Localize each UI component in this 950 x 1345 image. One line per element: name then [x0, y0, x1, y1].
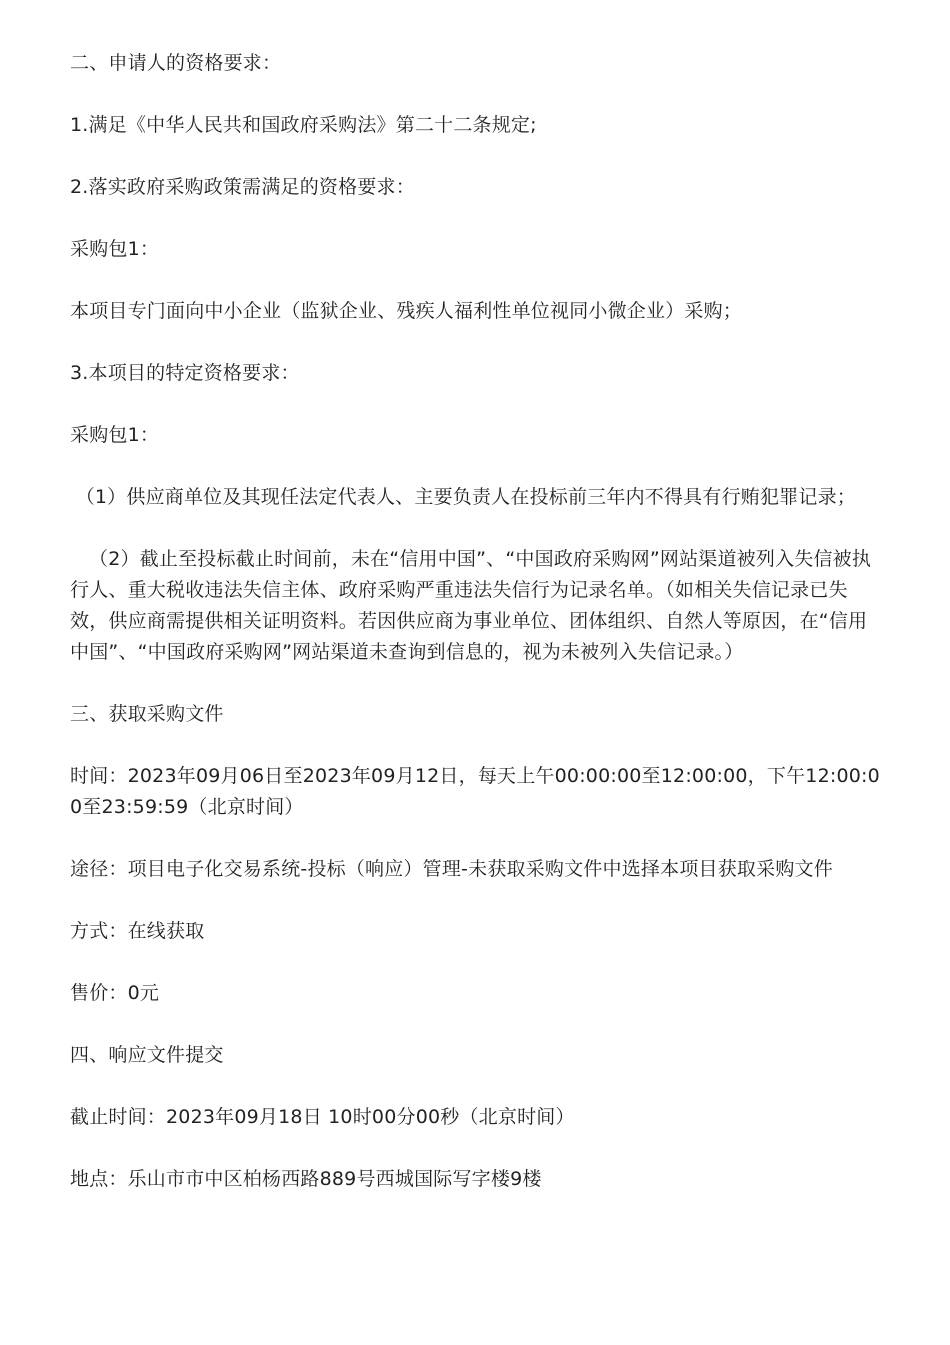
obtain-method: 方式：在线获取 [70, 920, 205, 942]
requirement-item-2: 2.落实政府采购政策需满足的资格要求： [70, 176, 415, 198]
section-heading-obtain-documents: 三、获取采购文件 [70, 703, 224, 725]
specific-requirement-1: （1）供应商单位及其现任法定代表人、主要负责人在投标前三年内不得具有行贿犯罪记录； [75, 486, 856, 508]
submission-deadline: 截止时间：2023年09月18日 10时00分00秒（北京时间） [70, 1106, 575, 1128]
package-label: 采购包1： [70, 238, 160, 260]
obtain-price: 售价：0元 [70, 982, 160, 1004]
sme-policy-text: 本项目专门面向中小企业（监狱企业、残疾人福利性单位视同小微企业）采购； [70, 300, 743, 322]
obtain-channel: 途径：项目电子化交易系统-投标（响应）管理-未获取采购文件中选择本项目获取采购文件 [70, 858, 833, 880]
section-heading-qualifications: 二、申请人的资格要求： [70, 52, 282, 74]
document-body [70, 48, 882, 1226]
specific-requirement-2: （2）截止至投标截止时间前，未在“信用中国”、“中国政府采购网”网站渠道被列入失信被执行人、重大税收违法失信主体、政府采购严重违法失信行为记录名单。（如相关失信记录已失效，供应商需提供相关证明资料。若因供应商为事业单位、团体组织、自然人等原因，在“信用中国”、“中国政府采购网”网站渠道未查询到信息的，视为未被列入失信记录。） [70, 548, 872, 663]
package-label: 采购包1： [70, 424, 160, 446]
section-heading-submission: 四、响应文件提交 [70, 1044, 224, 1066]
requirement-item-3: 3.本项目的特定资格要求： [70, 362, 300, 384]
requirement-item-1: 1.满足《中华人民共和国政府采购法》第二十二条规定; [70, 114, 537, 136]
obtain-time: 时间：2023年09月06日至2023年09月12日，每天上午00:00:00至12:00:00，下午12:00:00至23:59:59（北京时间） [70, 765, 880, 818]
submission-location: 地点：乐山市市中区柏杨西路889号西城国际写字楼9楼 [70, 1168, 542, 1190]
